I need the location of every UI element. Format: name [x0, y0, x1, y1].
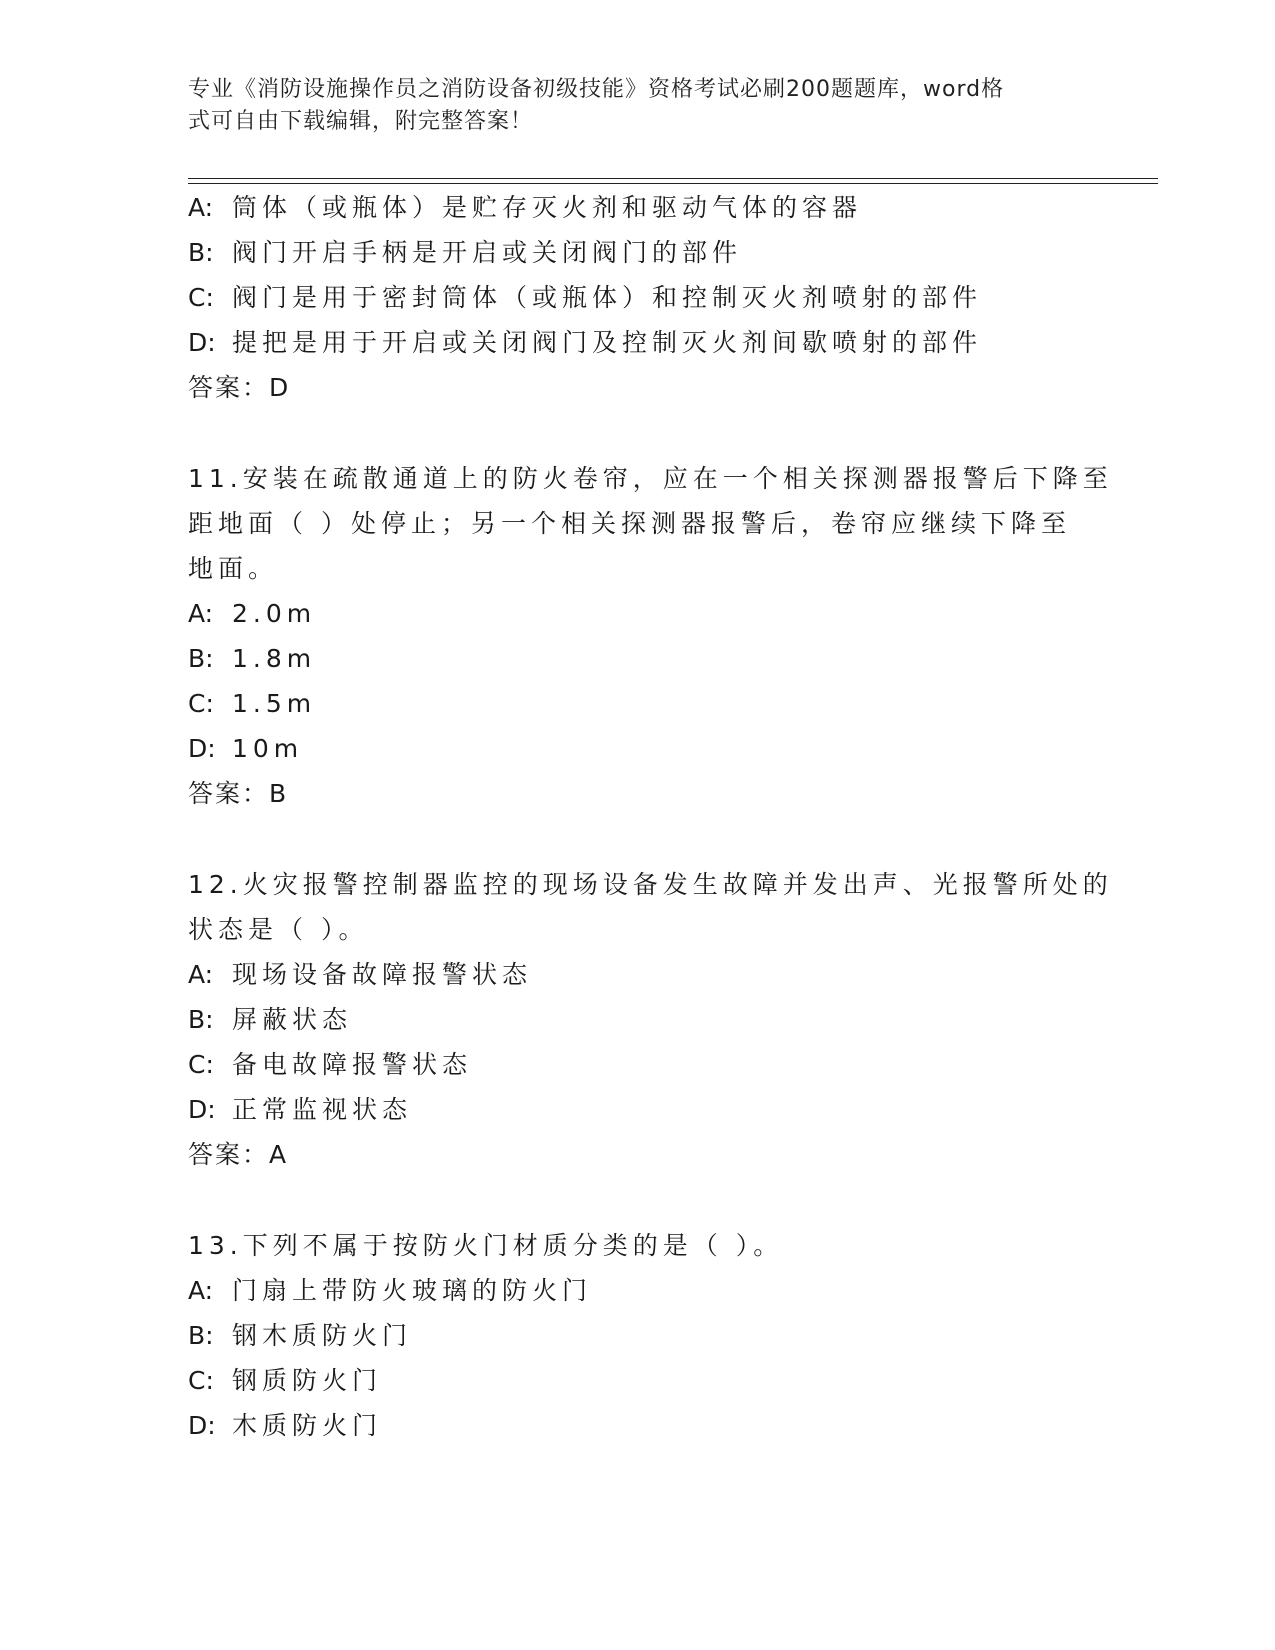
q11-option-b	[188, 643, 1088, 675]
q12-stem-line-1: 12.火灾报警控制器监控的现场设备发生故障并发出声、光报警所处的	[188, 870, 1113, 899]
option-letter: C:	[188, 283, 214, 312]
option-letter: C:	[188, 689, 214, 718]
option-text: 阀门开启手柄是开启或关闭阀门的部件	[232, 238, 743, 267]
q13-option-d	[188, 1410, 1088, 1442]
option-text: 2.0m	[232, 599, 317, 628]
q12-option-b	[188, 1004, 1088, 1036]
header-line-2: 式可自由下载编辑，附完整答案！	[188, 109, 534, 134]
option-text: 提把是用于开启或关闭阀门及控制灭火剂间歇喷射的部件	[232, 328, 983, 357]
q11-stem-line-1: 11.安装在疏散通道上的防火卷帘，应在一个相关探测器报警后下降至	[188, 464, 1113, 493]
q13-option-a	[188, 1275, 1088, 1307]
option-text: 1.8m	[232, 644, 317, 673]
option-text: 备电故障报警状态	[232, 1050, 473, 1079]
option-text: 木质防火门	[232, 1411, 383, 1440]
q11-option-a	[188, 598, 1088, 630]
option-letter: B:	[188, 1321, 214, 1350]
q13-option-b	[188, 1320, 1088, 1352]
q11-answer: 答案：B	[188, 779, 289, 808]
q12-option-c	[188, 1049, 1088, 1081]
q12-option-a	[188, 959, 1088, 991]
option-text: 屏蔽状态	[232, 1005, 353, 1034]
q11-option-d	[188, 733, 1088, 765]
option-letter: A:	[188, 960, 214, 989]
option-letter: A:	[188, 193, 214, 222]
option-letter: C:	[188, 1366, 214, 1395]
q10-answer: 答案：D	[188, 373, 291, 402]
q11-stem-line-2: 距地面（ ）处停止；另一个相关探测器报警后，卷帘应继续下降至	[188, 509, 1071, 538]
option-letter: B:	[188, 238, 214, 267]
q10-option-b	[188, 237, 1088, 269]
option-text: 钢质防火门	[232, 1366, 383, 1395]
option-letter: B:	[188, 644, 214, 673]
q12-answer: 答案：A	[188, 1140, 289, 1169]
option-letter: D:	[188, 1411, 216, 1440]
q13-option-c	[188, 1365, 1088, 1397]
option-text: 阀门是用于密封筒体（或瓶体）和控制灭火剂喷射的部件	[232, 283, 983, 312]
option-letter: D:	[188, 328, 216, 357]
q10-option-d	[188, 327, 1088, 359]
option-text: 钢木质防火门	[232, 1321, 413, 1350]
q12-stem-line-2: 状态是（ ）。	[188, 915, 369, 944]
option-text: 10m	[232, 734, 304, 763]
option-letter: D:	[188, 734, 216, 763]
document-header	[188, 74, 1088, 138]
option-letter: B:	[188, 1005, 214, 1034]
option-text: 1.5m	[232, 689, 317, 718]
option-text: 门扇上带防火玻璃的防火门	[232, 1276, 593, 1305]
option-text: 筒体（或瓶体）是贮存灭火剂和驱动气体的容器	[232, 193, 863, 222]
q10-option-a	[188, 192, 1088, 224]
header-divider-top	[188, 178, 1158, 179]
header-line-1: 专业《消防设施操作员之消防设备初级技能》资格考试必刷200题题库，word格	[188, 77, 1005, 102]
option-letter: C:	[188, 1050, 214, 1079]
option-letter: A:	[188, 599, 214, 628]
option-text: 正常监视状态	[232, 1095, 413, 1124]
option-letter: D:	[188, 1095, 216, 1124]
q11-option-c	[188, 688, 1088, 720]
q10-option-c	[188, 282, 1088, 314]
q13-stem-line-1: 13.下列不属于按防火门材质分类的是（ ）。	[188, 1231, 784, 1260]
q12-option-d	[188, 1094, 1088, 1126]
q11-stem-line-3: 地面。	[188, 554, 279, 583]
header-divider-bottom	[188, 183, 1158, 184]
option-text: 现场设备故障报警状态	[232, 960, 533, 989]
option-letter: A:	[188, 1276, 214, 1305]
